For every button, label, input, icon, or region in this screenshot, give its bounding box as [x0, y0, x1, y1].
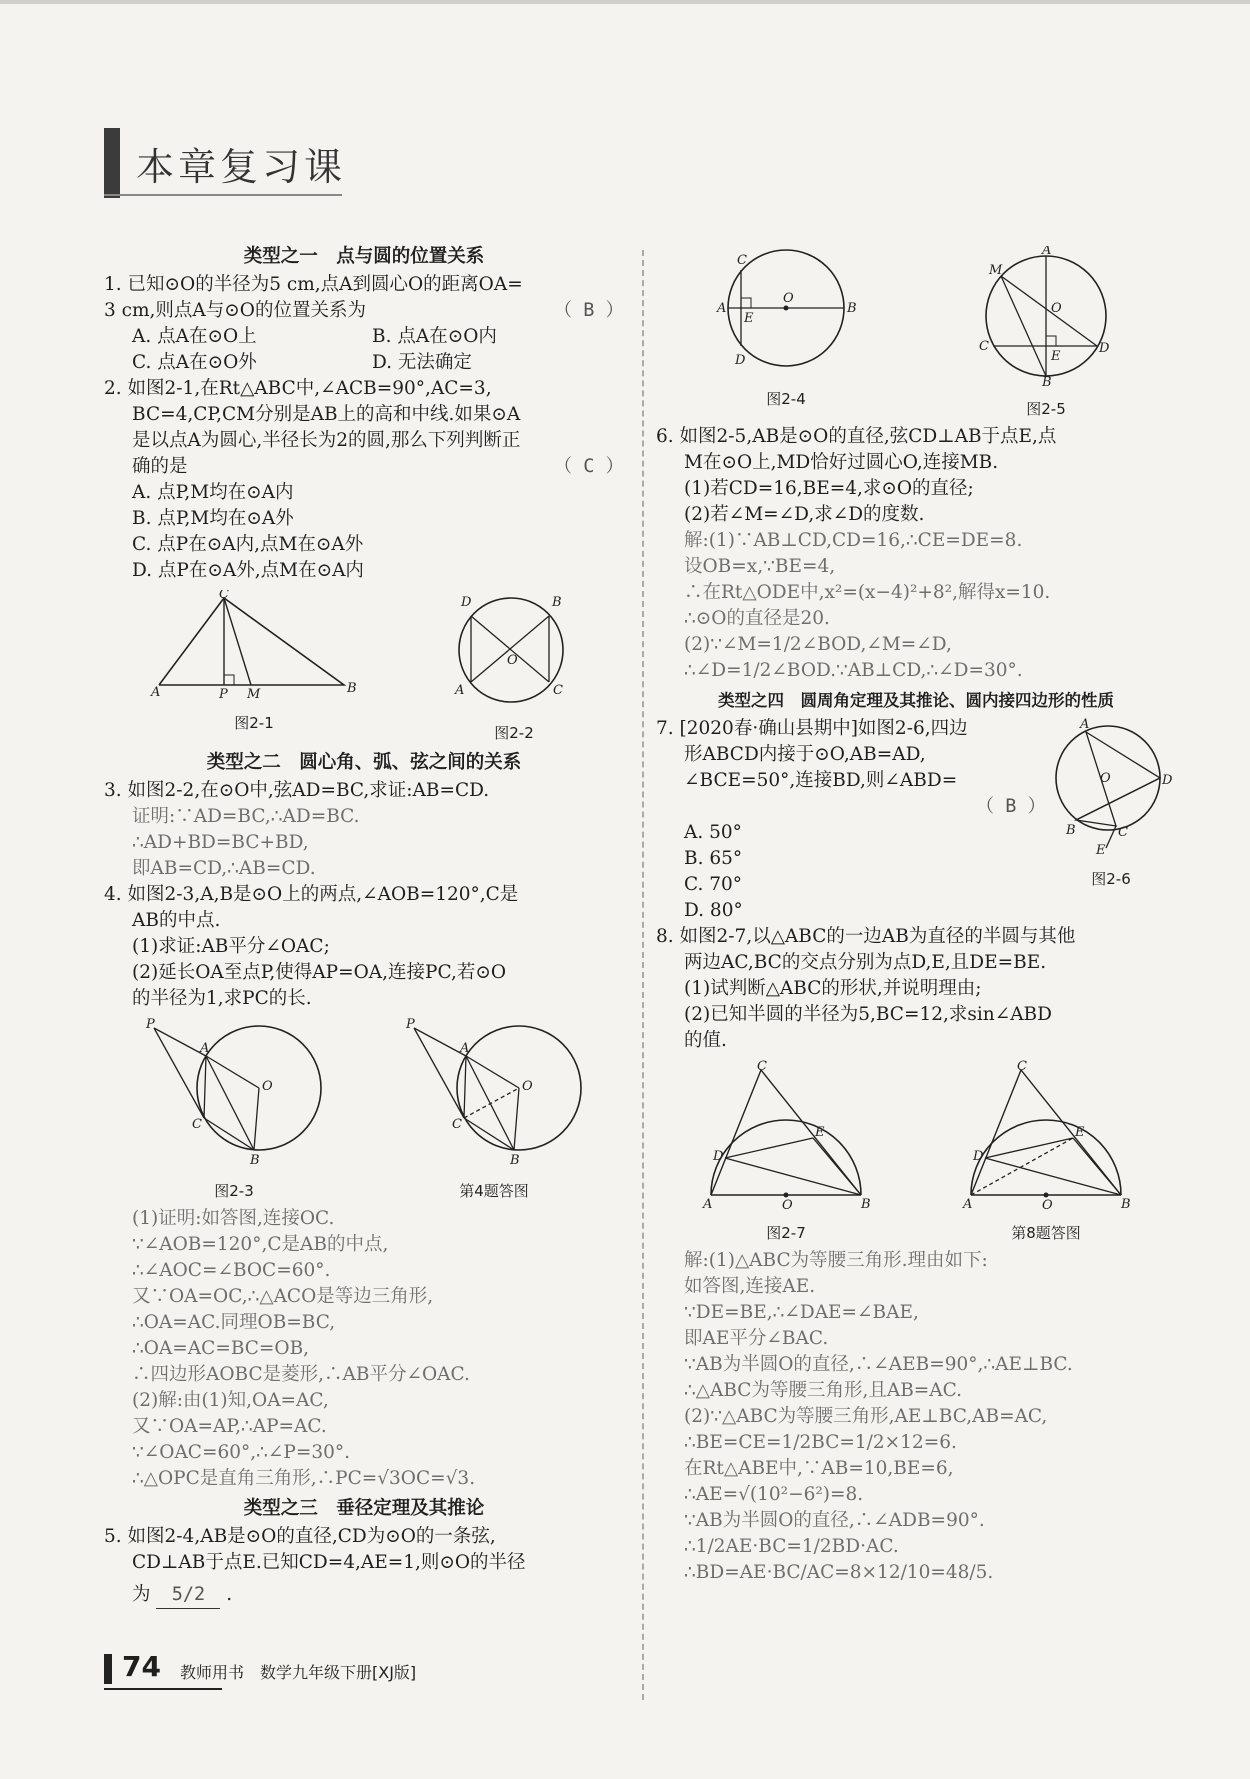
q2-option-a: A. 点P,M均在⊙A内 — [132, 482, 294, 503]
q1-line: 1. 已知⊙O的半径为5 cm,点A到圆心O的距离OA= — [104, 274, 523, 295]
svg-text:A: A — [200, 1041, 210, 1056]
svg-text:A: A — [703, 1197, 713, 1210]
svg-text:P: P — [406, 1018, 415, 1032]
figure-8-answer-drawing — [961, 1060, 1131, 1210]
svg-text:E: E — [815, 1125, 825, 1140]
chapter-header — [104, 128, 354, 198]
header-rule — [104, 194, 342, 196]
q4-solution-line: (1)证明:如答图,连接OC. — [132, 1208, 335, 1229]
svg-text:B: B — [552, 595, 562, 610]
svg-text:O: O — [262, 1079, 273, 1094]
q2-line: BC=4,CP,CM分别是AB上的高和中线.如果⊙A — [132, 404, 521, 425]
q6-solution: ∴在Rt△ODE中,x²=(x−4)²+8²,解得x=10. — [684, 582, 1051, 603]
question-2 — [104, 376, 624, 584]
q7-line: ∠BCE=50°,连接BD,则∠ABD= — [684, 770, 958, 791]
svg-text:M: M — [989, 263, 1003, 278]
question-5: 5. 如图2-4,AB是⊙O的直径,CD为⊙O的一条弦, CD⊥AB于点E.已知CD=4,AE=1,则⊙O的半径 为 5/2 . — [104, 1524, 624, 1609]
q6-solution: 解:(1)∵AB⊥CD,CD=16,∴CE=DE=8. — [684, 530, 1023, 551]
svg-text:E: E — [1075, 1125, 1085, 1140]
q4-solution-line: 又∵OA=OC,∴△ACO是等边三角形, — [132, 1286, 434, 1307]
figure-2-5-drawing — [971, 246, 1121, 386]
q8-solution-line: ∵AB为半圆O的直径,∴∠AEB=90°,∴AE⊥BC. — [684, 1354, 1073, 1375]
q4-solution-line: ∵∠OAC=60°,∴∠P=30°. — [132, 1442, 351, 1463]
svg-text:A: A — [1080, 717, 1090, 732]
svg-text:A: A — [455, 683, 465, 698]
q1-option-b: B. 点A在⊙O内 — [372, 326, 497, 347]
svg-text:E: E — [1051, 349, 1061, 364]
svg-text:D: D — [973, 1149, 984, 1164]
svg-text:B: B — [847, 301, 857, 316]
svg-text:C: C — [979, 339, 989, 354]
q8-line: 的值. — [684, 1030, 727, 1051]
header-bar — [104, 128, 120, 198]
figure-4-answer-caption: 第4题答图 — [459, 1182, 529, 1200]
figure-2-1-drawing — [149, 590, 359, 700]
svg-text:A: A — [963, 1197, 973, 1210]
svg-text:O: O — [507, 653, 518, 668]
question-4 — [104, 882, 624, 1012]
figure-2-5 — [971, 246, 1121, 422]
svg-text:C: C — [737, 253, 747, 268]
q4-solution-line: ∴OA=AC.同理OB=BC, — [132, 1312, 336, 1333]
figure-2-4-drawing — [711, 246, 861, 376]
figure-2-1-caption: 图2-1 — [234, 714, 274, 732]
section-title-3: 类型之三 垂径定理及其推论 — [243, 1498, 485, 1519]
q2-line: 2. 如图2-1,在Rt△ABC中,∠ACB=90°,AC=3, — [104, 378, 492, 399]
q8-solution-line: 如答图,连接AE. — [684, 1276, 816, 1297]
question-8 — [656, 924, 1176, 1054]
figure-2-7-drawing — [701, 1060, 871, 1210]
q6-solution: 设OB=x,∵BE=4, — [684, 556, 836, 577]
q5-line: 5. 如图2-4,AB是⊙O的直径,CD为⊙O的一条弦, — [104, 1526, 496, 1547]
q8-solution-line: 在Rt△ABE中,∵AB=10,BE=6, — [684, 1458, 954, 1479]
q7-option-d: D. 80° — [684, 900, 743, 921]
footer-bar — [104, 1654, 112, 1684]
question-1 — [104, 272, 624, 376]
figure-4-answer-drawing — [404, 1018, 584, 1168]
q8-solution-line: ∴AE=√(10²−6²)=8. — [684, 1484, 864, 1505]
q1-option-a: A. 点A在⊙O上 — [132, 326, 257, 347]
figure-row-2 — [104, 1018, 624, 1204]
page-footer — [104, 1648, 904, 1688]
q5-line: 为 — [132, 1584, 151, 1605]
svg-text:B: B — [510, 1153, 520, 1168]
figure-2-7-caption: 图2-7 — [766, 1224, 806, 1242]
svg-text:B: B — [861, 1197, 871, 1210]
svg-text:O: O — [1100, 771, 1111, 786]
svg-text:P: P — [219, 687, 228, 700]
figure-2-1 — [149, 590, 359, 736]
q1-line: 3 cm,则点A与⊙O的位置关系为 — [104, 300, 366, 321]
svg-text:A: A — [460, 1041, 470, 1056]
figure-2-6-drawing — [1046, 716, 1176, 856]
q7-answer: （ B ） — [975, 796, 1046, 817]
svg-text:D: D — [713, 1149, 724, 1164]
q7-line: 形ABCD内接于⊙O,AB=AD, — [684, 744, 926, 765]
q6-solution: ∴⊙O的直径是20. — [684, 608, 830, 629]
section-title-2: 类型之二 圆心角、弧、弦之间的关系 — [206, 752, 522, 773]
svg-text:O: O — [782, 1198, 793, 1210]
svg-text:D: D — [461, 595, 472, 610]
q4-line: AB的中点. — [132, 910, 221, 931]
svg-text:B: B — [347, 681, 357, 696]
svg-text:D: D — [735, 353, 746, 368]
figure-2-2 — [449, 590, 579, 746]
q5-answer: 5/2 — [156, 1582, 220, 1609]
svg-text:C: C — [452, 1117, 462, 1132]
q3-solution: 即AB=CD,∴AB=CD. — [132, 858, 316, 879]
q7-option-a: A. 50° — [684, 822, 742, 843]
chapter-title: 本章复习课 — [136, 145, 347, 189]
q3-line: 3. 如图2-2,在⊙O中,弦AD=BC,求证:AB=CD. — [104, 780, 490, 801]
q8-solution-line: 即AE平分∠BAC. — [684, 1328, 829, 1349]
figure-2-2-caption: 图2-2 — [494, 724, 534, 742]
q8-solution-line: ∴BE=CE=1/2BC=1/2×12=6. — [684, 1432, 957, 1453]
figure-2-2-drawing — [449, 590, 579, 710]
figure-2-6-caption: 图2-6 — [1091, 870, 1131, 888]
q6-solution: ∴∠D=1/2∠BOD.∵AB⊥CD,∴∠D=30°. — [684, 660, 1023, 681]
svg-text:B: B — [1042, 375, 1052, 386]
svg-text:E: E — [744, 311, 754, 326]
question-7 — [656, 716, 1176, 924]
q2-option-c: C. 点P在⊙A内,点M在⊙A外 — [132, 534, 364, 555]
q2-line: 确的是 — [132, 456, 188, 477]
svg-text:E: E — [1096, 843, 1106, 856]
q2-option-d: D. 点P在⊙A外,点M在⊙A内 — [132, 560, 364, 581]
q8-solution-line: ∵DE=BE,∴∠DAE=∠BAE, — [684, 1302, 919, 1323]
q8-solution-line: ∵AB为半圆O的直径,∴∠ADB=90°. — [684, 1510, 985, 1531]
svg-text:D: D — [1099, 341, 1110, 356]
figure-2-3-caption: 图2-3 — [214, 1182, 254, 1200]
svg-text:A: A — [717, 301, 727, 316]
q4-solution-line: ∵∠AOB=120°,C是AB的中点, — [132, 1234, 389, 1255]
svg-text:C: C — [757, 1060, 767, 1074]
q6-line: (2)若∠M=∠D,求∠D的度数. — [684, 504, 925, 525]
figure-2-3 — [144, 1018, 324, 1204]
question-3 — [104, 778, 624, 882]
q2-answer: （ C ） — [553, 456, 624, 477]
svg-text:C: C — [192, 1117, 202, 1132]
q2-option-b: B. 点P,M均在⊙A外 — [132, 508, 294, 529]
q8-line: 两边AC,BC的交点分别为点D,E,且DE=BE. — [684, 952, 1047, 973]
q3-solution: 证明:∵AD=BC,∴AD=BC. — [132, 806, 360, 827]
q3-solution: ∴AD+BD=BC+BD, — [132, 832, 309, 853]
svg-text:O: O — [522, 1079, 533, 1094]
q4-solution-line: ∴∠AOC=∠BOC=60°. — [132, 1260, 331, 1281]
q6-line: (1)若CD=16,BE=4,求⊙O的直径; — [684, 478, 974, 499]
svg-text:C: C — [1118, 825, 1128, 840]
q4-solution-line: ∴OA=AC=BC=OB, — [132, 1338, 310, 1359]
figure-row-3 — [656, 246, 1176, 422]
q4-line: 的半径为1,求PC的长. — [132, 988, 312, 1009]
page-edge — [0, 0, 1250, 4]
svg-text:M: M — [247, 687, 261, 700]
svg-text:C: C — [219, 590, 229, 602]
svg-text:O: O — [783, 291, 794, 306]
q5-line: CD⊥AB于点E.已知CD=4,AE=1,则⊙O的半径 — [132, 1552, 526, 1573]
q4-solution — [104, 1206, 624, 1492]
q8-solution — [656, 1248, 1176, 1586]
section-title-4: 类型之四 圆周角定理及其推论、圆内接四边形的性质 — [718, 691, 1114, 710]
q8-solution-line: 解:(1)△ABC为等腰三角形.理由如下: — [684, 1250, 988, 1271]
q6-solution: (2)∵∠M=1/2∠BOD,∠M=∠D, — [684, 634, 952, 655]
q7-option-b: B. 65° — [684, 848, 743, 869]
figure-4-answer — [404, 1018, 584, 1204]
svg-text:D: D — [1162, 773, 1173, 788]
figure-2-7 — [701, 1060, 871, 1246]
section-title-1: 类型之一 点与圆的位置关系 — [243, 246, 485, 267]
svg-text:A: A — [1042, 246, 1052, 258]
figure-2-3-drawing — [144, 1018, 324, 1168]
question-6 — [656, 424, 1176, 684]
svg-text:B: B — [1066, 823, 1076, 838]
q7-option-c: C. 70° — [684, 874, 743, 895]
svg-text:O: O — [1042, 1198, 1053, 1210]
svg-text:B: B — [250, 1153, 260, 1168]
page-number: 74 — [122, 1650, 161, 1683]
figure-8-answer-caption: 第8题答图 — [1011, 1224, 1081, 1242]
svg-text:A: A — [151, 685, 161, 700]
q6-line: 6. 如图2-5,AB是⊙O的直径,弦CD⊥AB于点E,点 — [656, 426, 1057, 447]
footer-rule — [104, 1688, 222, 1690]
left-column — [104, 240, 624, 1609]
footer-text: 教师用书 数学九年级下册[XJ版] — [180, 1663, 417, 1682]
svg-text:C: C — [553, 683, 563, 698]
svg-text:B: B — [1121, 1197, 1131, 1210]
q4-solution-line: ∴四边形AOBC是菱形,∴AB平分∠OAC. — [132, 1364, 470, 1385]
figure-8-answer — [961, 1060, 1131, 1246]
q4-line: (1)求证:AB平分∠OAC; — [132, 936, 330, 957]
figure-2-6 — [1046, 716, 1176, 924]
q8-line: 8. 如图2-7,以△ABC的一边AB为直径的半圆与其他 — [656, 926, 1076, 947]
q8-solution-line: ∴1/2AE·BC=1/2BD·AC. — [684, 1536, 899, 1557]
svg-text:P: P — [146, 1018, 155, 1032]
figure-2-4-caption: 图2-4 — [766, 390, 806, 408]
q1-option-c: C. 点A在⊙O外 — [132, 352, 257, 373]
q8-line: (2)已知半圆的半径为5,BC=12,求sin∠ABD — [684, 1004, 1052, 1025]
q4-line: 4. 如图2-3,A,B是⊙O上的两点,∠AOB=120°,C是 — [104, 884, 519, 905]
figure-row-1 — [104, 590, 624, 746]
right-column — [656, 240, 1176, 1586]
figure-2-4 — [711, 246, 861, 412]
q7-line: 7. [2020春·确山县期中]如图2-6,四边 — [656, 718, 968, 739]
q8-solution-line: ∴BD=AE·BC/AC=8×12/10=48/5. — [684, 1562, 994, 1583]
q8-solution-line: (2)∵△ABC为等腰三角形,AE⊥BC,AB=AC, — [684, 1406, 1048, 1427]
column-divider — [642, 250, 644, 1700]
q4-line: (2)延长OA至点P,使得AP=OA,连接PC,若⊙O — [132, 962, 507, 983]
q1-answer: （ B ） — [553, 300, 624, 321]
svg-text:O: O — [1051, 301, 1062, 316]
figure-row-4 — [656, 1060, 1176, 1246]
q8-line: (1)试判断△ABC的形状,并说明理由; — [684, 978, 982, 999]
svg-text:C: C — [1017, 1060, 1027, 1074]
q2-line: 是以点A为圆心,半径长为2的圆,那么下列判断正 — [132, 430, 521, 451]
q4-solution-line: ∴△OPC是直角三角形,∴PC=√3OC=√3. — [132, 1468, 476, 1489]
q1-option-d: D. 无法确定 — [372, 352, 472, 373]
q8-solution-line: ∴△ABC为等腰三角形,且AB=AC. — [684, 1380, 963, 1401]
q4-solution-line: 又∵OA=AP,∴AP=AC. — [132, 1416, 327, 1437]
figure-2-5-caption: 图2-5 — [1026, 400, 1066, 418]
q6-line: M在⊙O上,MD恰好过圆心O,连接MB. — [684, 452, 999, 473]
q4-solution-line: (2)解:由(1)知,OA=AC, — [132, 1390, 329, 1411]
